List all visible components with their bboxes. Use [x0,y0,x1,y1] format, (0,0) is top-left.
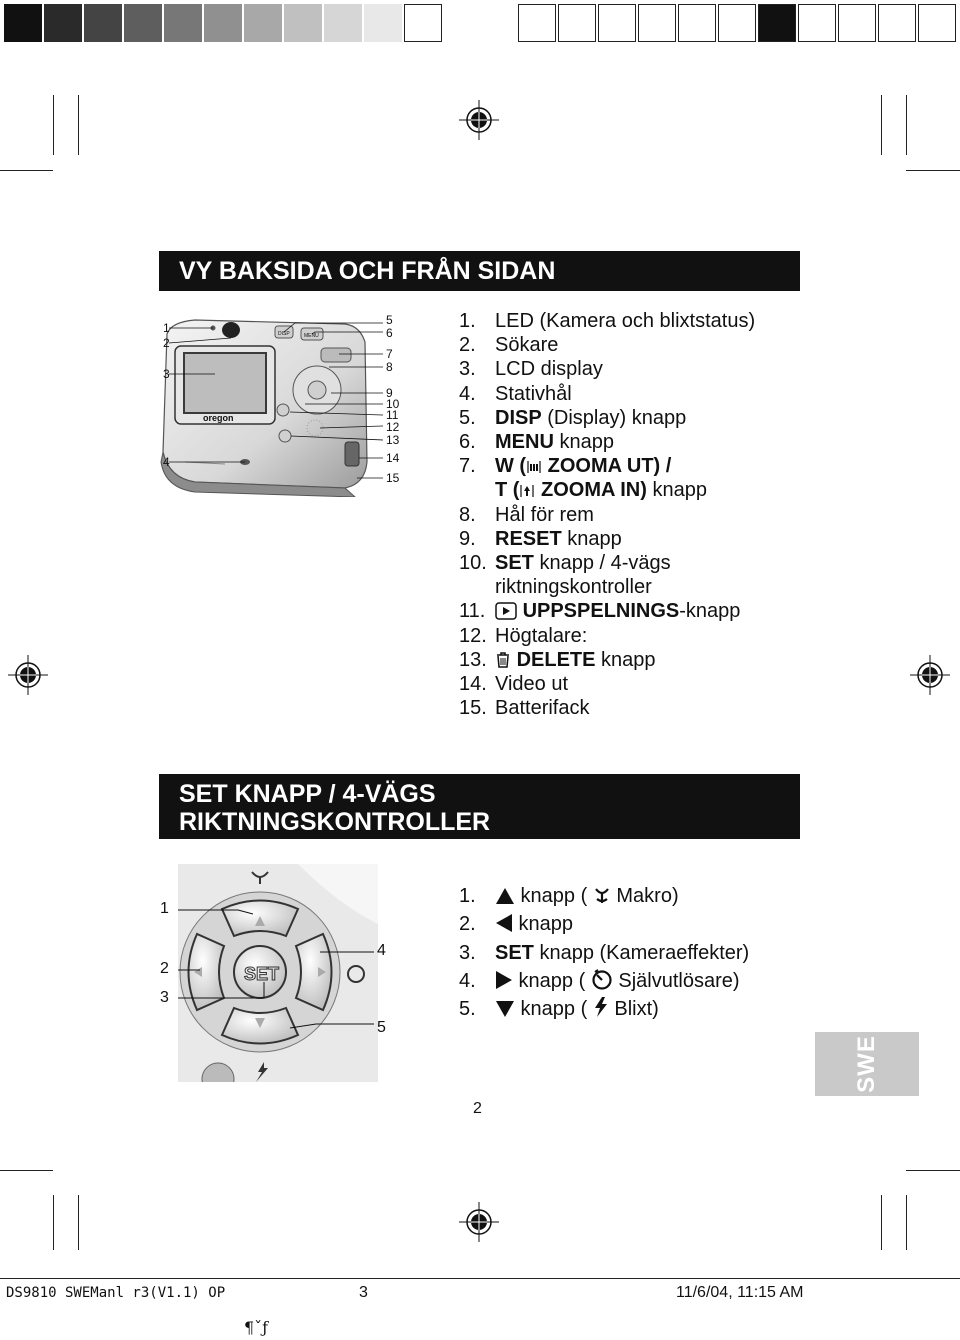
camera-disp-label: DISP [278,331,290,337]
list-item: 12. Högtalare: [459,624,588,647]
page-number: 2 [473,1100,482,1117]
camera-label-9: 9 [386,386,393,400]
zoom-out-icon [526,459,542,475]
set-control-list [459,882,749,1023]
dpad-label-5: 5 [377,1019,386,1036]
back-view-heading [159,251,800,291]
set-control-heading [159,774,800,839]
camera-label-7: 7 [386,347,393,361]
camera-back-illustration [155,312,425,497]
registration-mark-bottom [459,1202,499,1242]
list-item: 9. RESET knapp [459,527,622,550]
zoom-in-icon [519,483,535,499]
dpad-label-1: 1 [160,900,169,917]
camera-label-6: 6 [386,326,393,340]
list-item: 1. LED (Kamera och blixtstatus) [459,310,756,332]
language-tab-label: SWE [853,1035,880,1093]
list-item: 5. DISP (Display) knapp [459,406,687,429]
list-item: 6. MENU knapp [459,431,614,454]
list-item: 2. knapp [459,913,574,936]
up-triangle-icon [495,887,515,905]
list-item: 4. knapp ( Självutlösare) [459,969,740,992]
camera-brand: oregon [203,413,234,423]
set-control-title-line2: RIKTNINGSKONTROLLER [179,808,491,836]
list-item: 3. LCD display [459,358,603,381]
list-item: 11. UPPSPELNINGS-knapp [459,600,741,623]
dpad-label-3: 3 [160,989,169,1006]
list-item: 4. Stativhål [459,382,572,405]
registration-swatches [518,4,958,42]
gray-scale-swatches [4,4,444,42]
registration-mark-left [8,655,48,695]
camera-label-12: 12 [386,420,400,434]
footer-page: 3 [359,1284,368,1301]
dpad-label-2: 2 [160,960,169,977]
language-tab [815,1032,919,1096]
footer-filename: DS9810 SWEManl r3(V1.1) OP [6,1285,226,1301]
camera-label-2: 2 [163,336,170,350]
camera-label-15: 15 [386,471,400,485]
list-item: T ( ZOOMA IN) knapp [495,479,707,502]
trash-icon [495,651,511,669]
camera-label-3: 3 [163,367,170,381]
list-item: 3. SET knapp (Kameraeffekter) [459,941,750,964]
flash-icon [593,996,609,1018]
list-item: 5. knapp ( Blixt) [459,998,659,1021]
back-view-title: VY BAKSIDA OCH FRÅN SIDAN [179,257,556,285]
list-item: 14. Video ut [459,673,569,696]
footer-date: 11/6/04, 11:15 AM [676,1284,804,1301]
camera-label-4: 4 [163,455,170,469]
camera-label-5: 5 [386,313,393,327]
dpad-label-4: 4 [377,942,386,959]
registration-mark-right [910,655,950,695]
list-item: 10. SET knapp / 4-vägs [459,552,671,575]
list-item: riktningskontroller [495,576,652,599]
right-triangle-icon [495,970,513,990]
list-item: 8. Hål för rem [459,503,594,526]
set-control-title-line1: SET KNAPP / 4-VÄGS [179,780,436,808]
camera-label-1: 1 [163,321,170,335]
camera-label-8: 8 [386,360,393,374]
camera-label-13: 13 [386,433,400,447]
list-item: 2. Sökare [459,334,559,357]
dpad-illustration [178,864,378,1082]
list-item: 15. Batterifack [459,697,590,720]
playback-icon [495,602,517,620]
self-timer-icon [591,968,613,990]
left-triangle-icon [495,913,513,933]
camera-label-14: 14 [386,451,400,465]
list-item: 1. knapp ( Makro) [459,885,679,907]
camera-label-11: 11 [386,408,399,422]
dpad-set-label: SET [244,964,280,984]
macro-icon [593,887,611,905]
camera-menu-label: MENU [304,333,319,339]
footer-glyph: ¶ˇƒ [244,1318,269,1337]
parts-list [459,309,755,720]
list-item: 7. W ( ZOOMA UT) / [459,455,672,478]
list-item: 13. DELETE knapp [459,648,656,671]
camera-label-10: 10 [386,397,400,411]
down-triangle-icon [495,1000,515,1018]
registration-mark-top [459,100,499,140]
